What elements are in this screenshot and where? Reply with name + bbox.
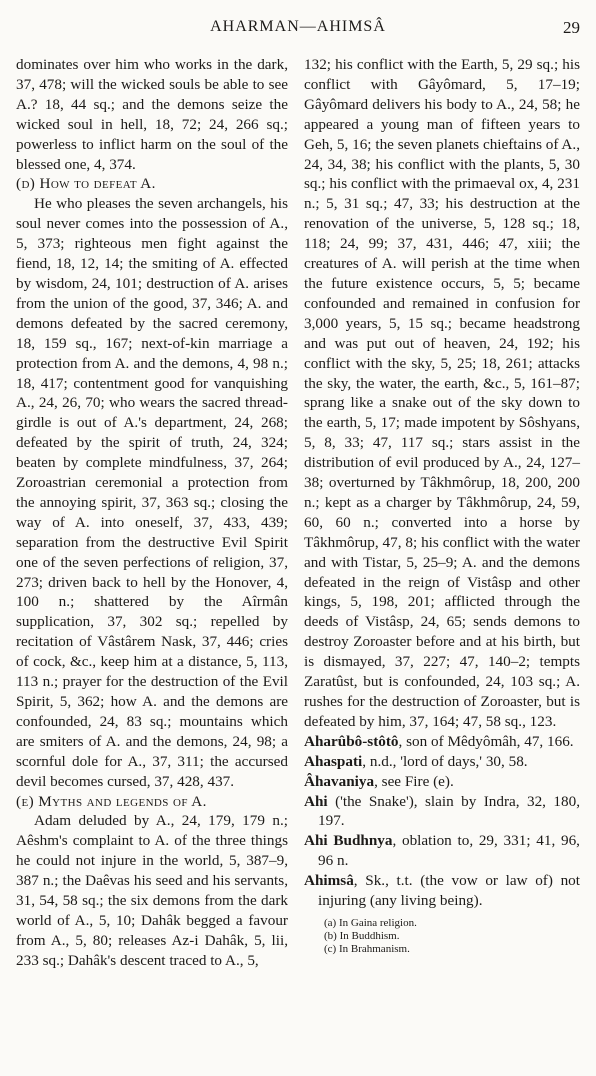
index-entry xyxy=(304,871,580,911)
entry-text: , Sk., t.t. (the vow or law of) not injuring (any living being). xyxy=(318,872,580,910)
entry-headword: Ahaspati xyxy=(304,752,363,770)
index-paragraph: 132; his conflict with the Earth, 5, 29 sq.; his conflict with Gâyômard, 5, 17–19; Gâyômard delivers his body to A., 24, 58; he appeared a young man of fifteen years to Geh, 5, 16; the seven planets chieftains of A., 24, 34, 38; his conflict with the plants, 5, 30 sq.; his conflict with the primaeval ox, 4, 231 n.; 5, 31 sq.; 47, 33; his destruction at the renovation of the universe, 5, 128 sq.; 18, 118; 24, 99; 37, 431, 446; 47, xiii; the creatures of A. will perish at the time when the future existence occurs, 5, 5; became confounded and remained in confusion for 3,000 years, 5, 15 sq.; became headstrong and was put out of heaven, 24, 192; his conflict with the sky, 5, 25; 18, 261; attacks the sky, the water, the earth, &c., 5, 161–87; sprang like a snake out of the sky down to the earth, 5, 17; made impotent by Sôshyans, 5, 8, 33; 47, 117 sq.; stars assist in the distribution of evil produced by A., 24, 127–38; overturned by Tâkhmôrup, 18, 200, 200 n.; kept as a charger by Tâkhmôrup, 24, 59, 60, 60 n.; converted into a horse by Tâkhmôrup, 47, 8; his conflict with the water and with Tistar, 5, 25–9; A. and the demons defeated in the reign of Vistâsp and other kings, 5, 198, 201; afflicted through the deeds of Vistâsp, 24, 65; sends demons to destroy Zoroaster before and at his birth, but is dismayed, 37, 227; 47, 140–2; tempts Zaratûst, but is confounded, 24, 103 sq.; A. rushes for the destruction of Zoroaster, but is defeated by him, 37, 164; 47, 58 sq., 123. xyxy=(304,56,580,730)
entry-text: ('the Snake'), slain by Indra, 32, 180, 197. xyxy=(318,792,580,830)
index-entry xyxy=(304,732,580,752)
note-line: (a) In Gaina religion. xyxy=(324,916,417,929)
index-paragraph: He who pleases the seven archangels, his soul never comes into the possession of A., 5, 373; righteous men fight against the fiend, 18, 12, 14; the smiting of A. effected by wisdom, 24, 101; destruction of A. arises from the union of the good, 37, 346; A. and demons defeated by the sacred ceremony, 18, 159 sq., 167; next-of-kin marriage a protection from A. and the demons, 4, 98 n.; 18, 417; contentment good for vanquishing A., 24, 26, 70; who wears the sacred thread-girdle is out of A.'s department, 24, 268; defeated by the spirit of truth, 24, 324; beaten by complete mindfulness, 37, 264; Zoroastrian ceremonial a protection from the annoying spirit, 37, 363 sq.; closing the way of A. into oneself, 37, 433, 439; separation from the destructive Evil Spirit one of the seven perfections of religion, 37, 273; driven back to hell by the Honover, 4, 100 n.; shattered by the Aîrmân supplication, 37, 302 sq.; repelled by recitation of Vâstârem Nask, 37, 446; cries of cock, &c., keep him at a distance, 5, 113, 113 n.; prayer for the destruction of the Evil Spirit, 5, 362; how A. and the demons are confounded, 24, 83 sq.; mountains which are smiters of A. and the demons, 24, 98; a scornful dole for A., 37, 311; the accursed devil becomes cursed, 37, 428, 437. xyxy=(16,195,288,790)
entry-headword: Ahimsâ xyxy=(304,872,354,890)
section-subheading: (d) How to defeat A. xyxy=(16,175,156,193)
note-line: (c) In Brahmanism. xyxy=(324,942,410,955)
index-entry xyxy=(304,792,580,832)
note-line: (b) In Buddhism. xyxy=(324,929,400,942)
entry-text: , see Fire (e). xyxy=(374,772,454,790)
entry-text: , son of Mêdyômâh, 47, 166. xyxy=(398,732,574,750)
sub-entry-notes xyxy=(304,917,580,956)
index-entry xyxy=(304,752,580,772)
entry-text: , n.d., 'lord of days,' 30, 58. xyxy=(362,752,528,770)
left-column xyxy=(16,55,288,971)
entry-headword: Ahi Budhnya xyxy=(304,832,393,850)
entry-headword: Âhavaniya xyxy=(304,772,375,790)
entry-text: , oblation to, 29, 331; 41, 96, 96 n. xyxy=(318,832,580,870)
index-entry xyxy=(304,831,580,871)
section-subheading: (e) Myths and legends of A. xyxy=(16,792,207,810)
page-running-title: AHARMAN—AHIMSÂ xyxy=(210,18,386,35)
index-paragraph: Adam deluded by A., 24, 179, 179 n.; Aêshm's complaint to A. of the three things he could not injure in the world, 5, 387–9, 387 n.; the Daêvas his seed and his servants, 31, 54, 58 sq.; the six demons from the dark world of A., 5, 10; Dahâk begged a favour from A., 5, 80; releases Az-i Dahâk, 5, lii, 233 sq.; Dahâk's descent traced to A., 5, xyxy=(16,812,288,969)
index-paragraph: dominates over him who works in the dark, 37, 478; will the wicked souls be able to see A.? 18, 44 sq.; and the demons seize the wicked soul in hell, 18, 72; 24, 266 sq.; powerless to inflict harm on the soul of the blessed one, 4, 374. xyxy=(16,56,288,173)
entry-headword: Aharûbô-stôtô xyxy=(304,732,399,750)
right-column xyxy=(304,55,580,956)
index-entry xyxy=(304,772,580,792)
entry-headword: Ahi xyxy=(304,792,328,810)
page-number: 29 xyxy=(563,18,580,37)
running-header xyxy=(0,12,596,38)
